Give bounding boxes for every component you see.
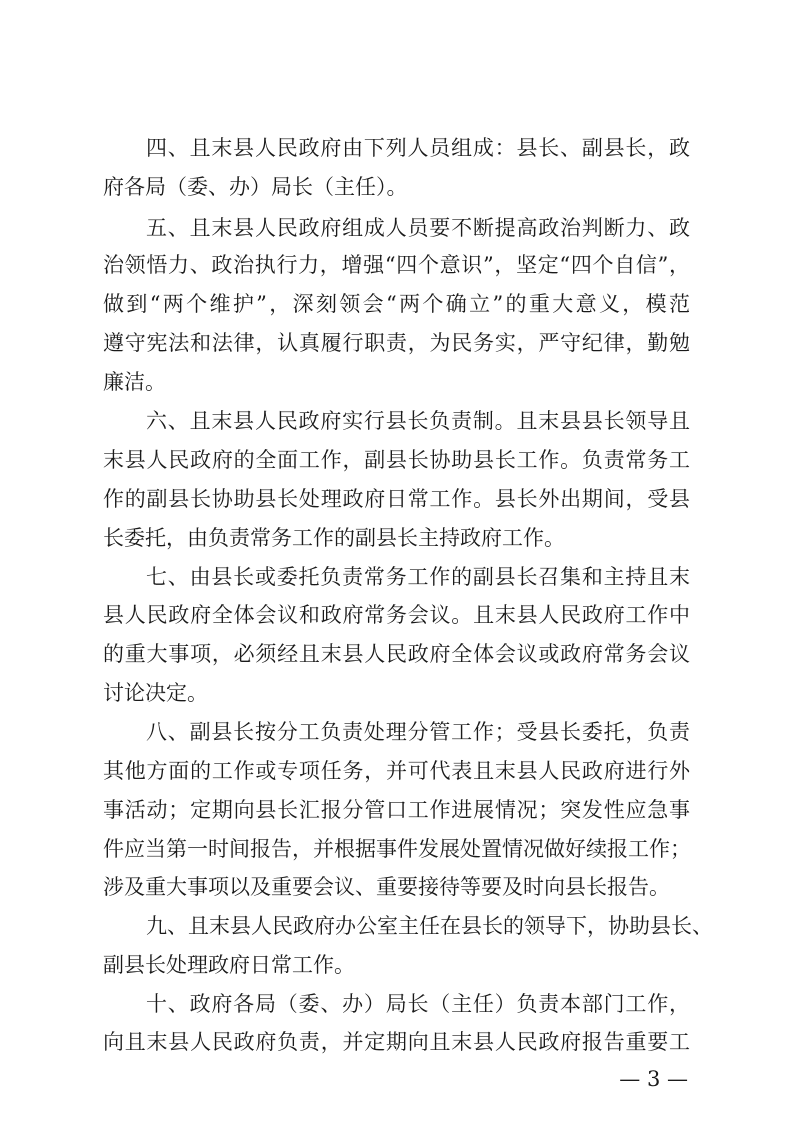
paragraph-7-line-2: 县人民政府全体会议和政府常务会议。且末县人民政府工作中 [103,603,690,627]
paragraph-8-line-5: 涉及重大事项以及重要会议、重要接待等要及时向县长报告。 [103,875,670,899]
paragraph-6-line-3: 作的副县长协助县长处理政府日常工作。县长外出期间，受县 [103,487,690,511]
paragraph-5-line-5: 廉洁。 [103,370,166,394]
paragraph-9-line-2: 副县长处理政府日常工作。 [103,953,355,977]
paragraph-8-line-4: 件应当第一时间报告，并根据事件发展处置情况做好续报工作； [103,837,691,861]
paragraph-7-line-3: 的重大事项，必须经且末县人民政府全体会议或政府常务会议 [103,642,690,666]
paragraph-8-line-1: 八、副县长按分工负责处理分管工作；受县长委托，负责 [146,720,690,744]
paragraph-4-line-1: 四、且末县人民政府由下列人员组成：县长、副县长，政 [146,136,690,160]
paragraph-5-line-1: 五、且末县人民政府组成人员要不断提高政治判断力、政 [146,216,690,240]
paragraph-6-line-2: 末县人民政府的全面工作，副县长协助县长工作。负责常务工 [103,448,690,472]
paragraph-9-line-1: 九、且末县人民政府办公室主任在县长的领导下，协助县长、 [146,914,713,938]
paragraph-6-line-1: 六、且末县人民政府实行县长负责制。且末县县长领导且 [146,409,690,433]
paragraph-8-line-2: 其他方面的工作或专项任务，并可代表且末县人民政府进行外 [103,759,690,783]
paragraph-4-line-2: 府各局（委、办）局长（主任）。 [103,175,408,199]
paragraph-5-line-2: 治领悟力、政治执行力，增强“四个意识”，坚定“四个自信”， [103,253,690,277]
page-number: — 3 — [619,1067,688,1091]
paragraph-6-line-4: 长委托，由负责常务工作的副县长主持政府工作。 [103,526,565,550]
paragraph-5-line-3: 做到“两个维护”，深刻领会“两个确立”的重大意义，模范 [103,292,690,316]
paragraph-10-line-1: 十、政府各局（委、办）局长（主任）负责本部门工作， [146,992,690,1016]
paragraph-5-line-4: 遵守宪法和法律，认真履行职责，为民务实，严守纪律，勤勉 [103,331,690,355]
paragraph-8-line-3: 事活动；定期向县长汇报分管口工作进展情况；突发性应急事 [103,798,690,822]
paragraph-7-line-4: 讨论决定。 [103,681,208,705]
paragraph-7-line-1: 七、由县长或委托负责常务工作的副县长召集和主持且末 [146,565,690,589]
paragraph-10-line-2: 向且末县人民政府负责，并定期向且末县人民政府报告重要工 [103,1030,690,1054]
